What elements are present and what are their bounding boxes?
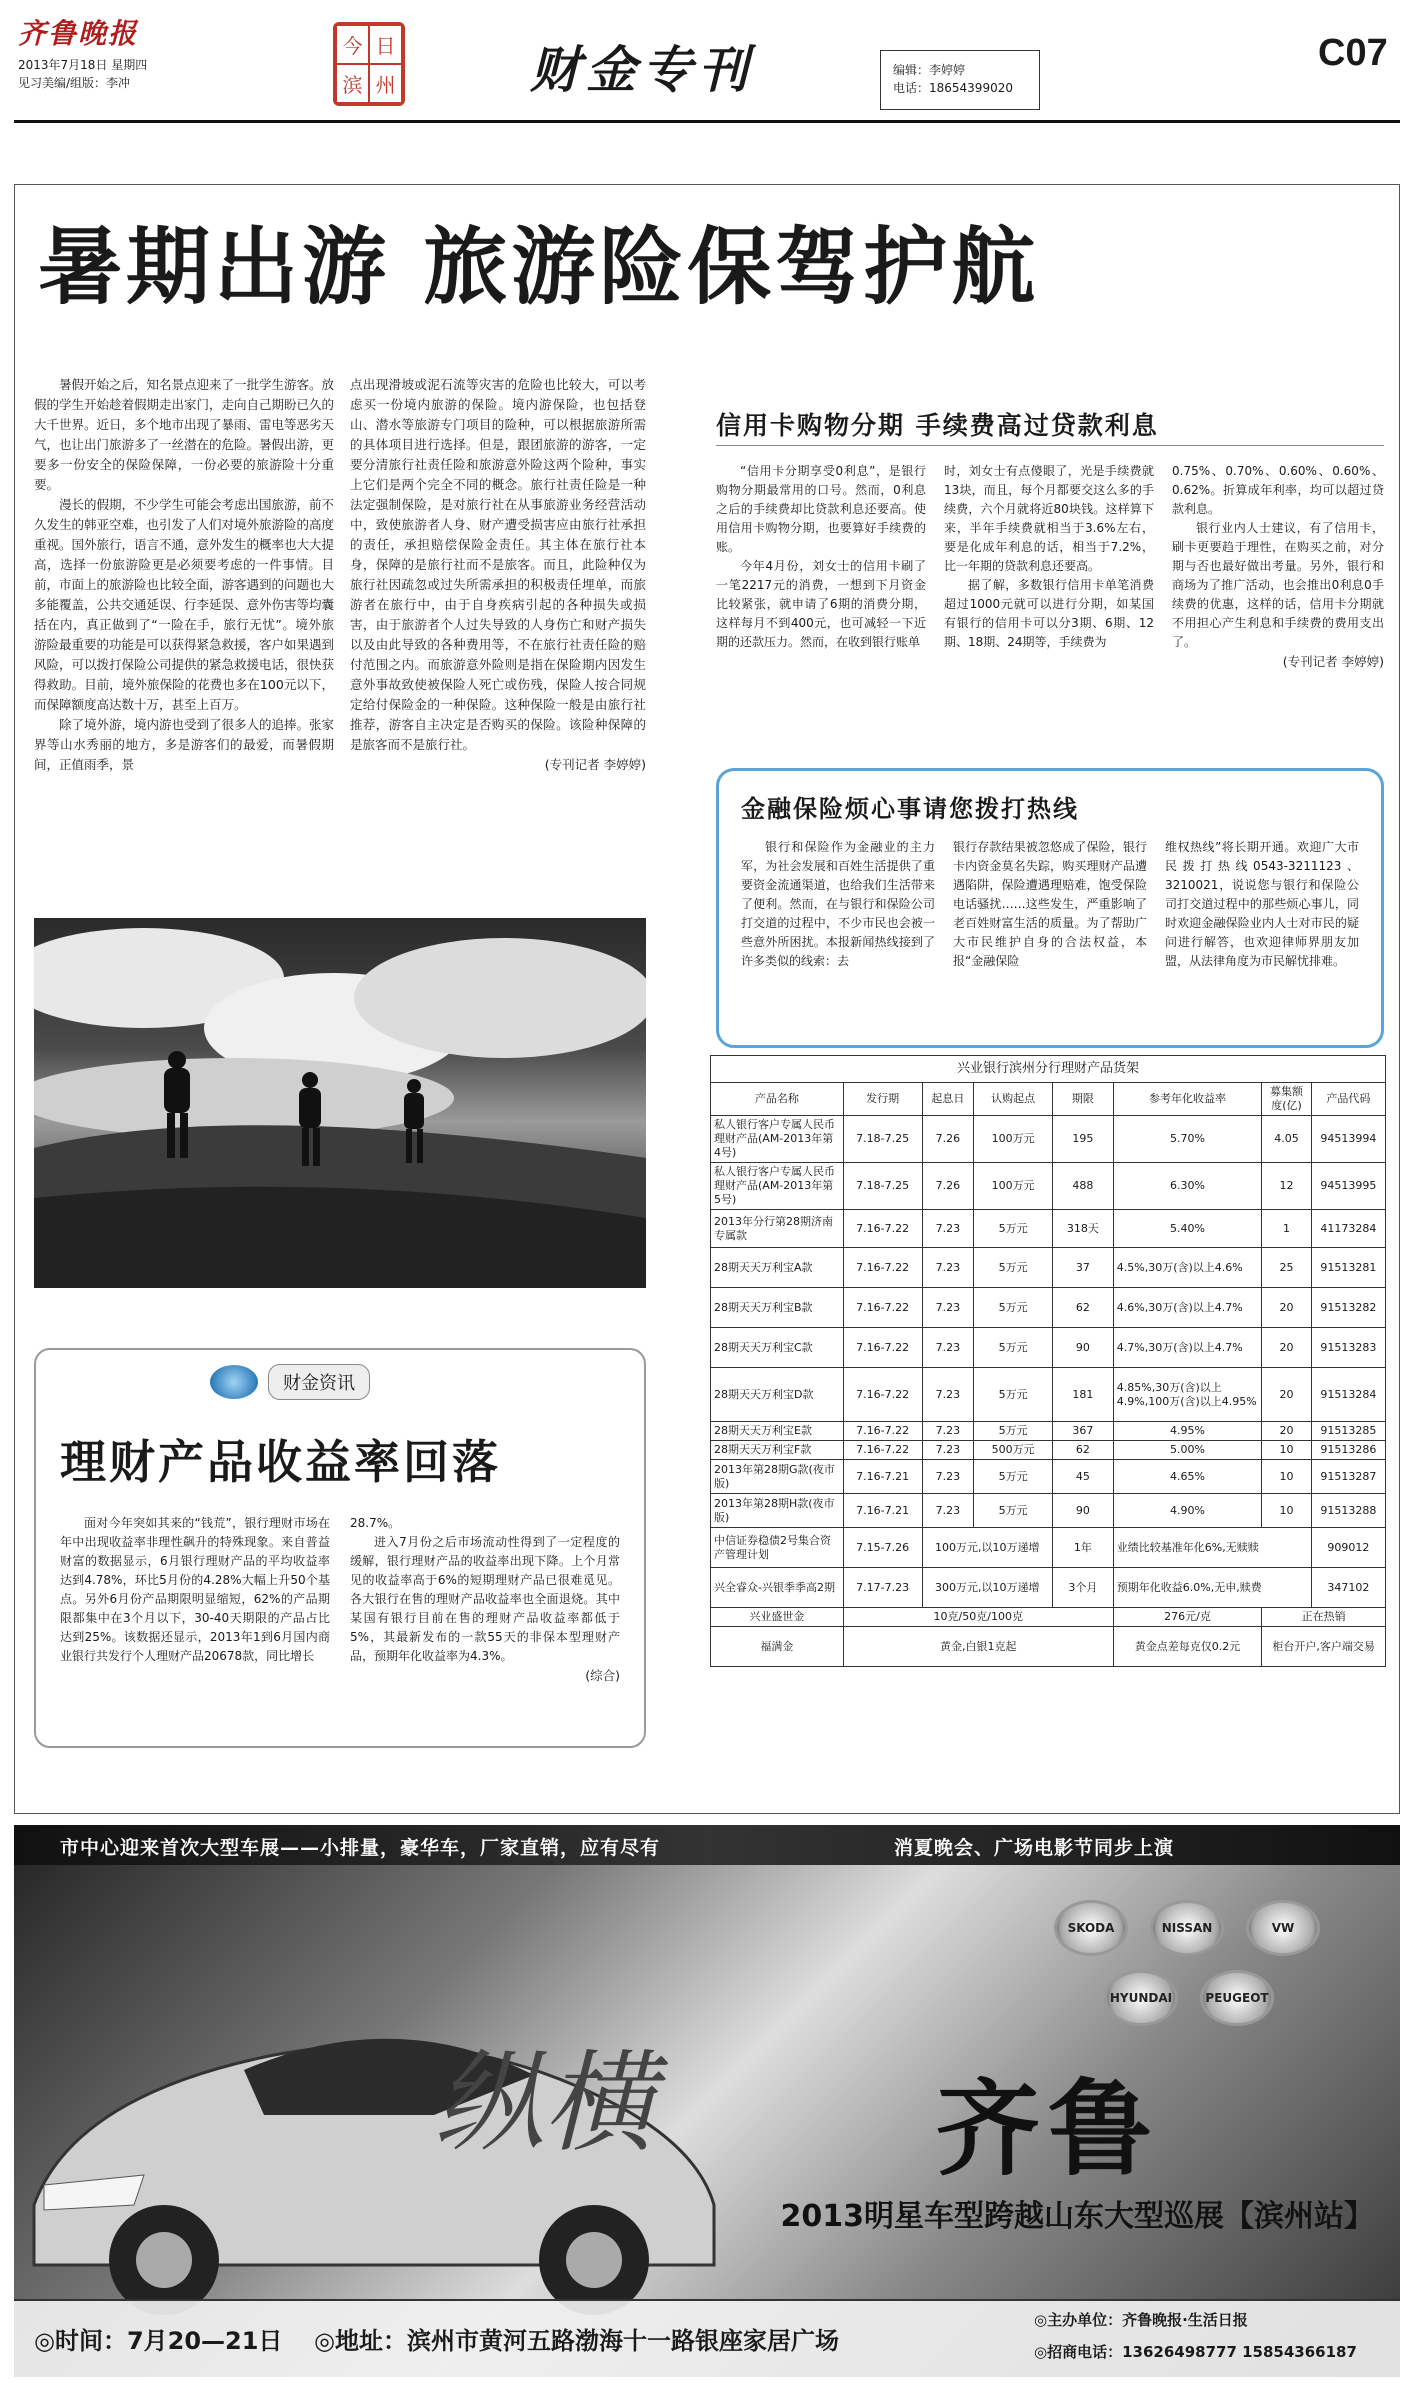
table-row <box>711 1116 1386 1163</box>
cell: 黄金,白银1克起 <box>843 1627 1113 1667</box>
table-row <box>711 1460 1386 1494</box>
globe-icon <box>210 1365 258 1399</box>
cell: 6.30% <box>1113 1163 1262 1210</box>
table-row <box>711 1288 1386 1328</box>
seal-char: 日 <box>369 25 402 64</box>
hotline-column-1 <box>741 838 935 971</box>
cell: 7.23 <box>922 1494 974 1528</box>
cell: 90 <box>1053 1328 1114 1368</box>
cell: 5万元 <box>974 1494 1053 1528</box>
header-cell: 认购起点 <box>974 1083 1053 1116</box>
cell: 5万元 <box>974 1210 1053 1248</box>
hikers-photo <box>34 918 646 1288</box>
cell: 7.16-7.22 <box>843 1210 922 1248</box>
masthead-rule <box>14 120 1400 123</box>
hotline-column-2 <box>953 838 1147 971</box>
seal-char: 今 <box>336 25 369 64</box>
cell: 20 <box>1262 1328 1312 1368</box>
cell: 90 <box>1053 1494 1114 1528</box>
hyundai-logo: HYUNDAI <box>1104 1970 1178 2026</box>
table-row <box>711 1528 1386 1568</box>
finance-news-box <box>34 1348 646 1748</box>
cell: 兴全睿众-兴银季季高2期 <box>711 1568 844 1608</box>
table-caption: 兴业银行滨州分行理财产品货架 <box>711 1056 1386 1083</box>
cell: 62 <box>1053 1441 1114 1460</box>
hotline-title: 金融保险烦心事请您拨打热线 <box>741 795 1079 823</box>
lead-byline: (专刊记者 李婷婷) <box>544 757 646 772</box>
cell: 7.16-7.21 <box>843 1494 922 1528</box>
cell: 91513282 <box>1311 1288 1385 1328</box>
product-table <box>710 1055 1386 1667</box>
card-byline: (专刊记者 李婷婷) <box>1282 654 1384 669</box>
cell: 兴业盛世金 <box>711 1608 844 1627</box>
cell: 7.16-7.22 <box>843 1248 922 1288</box>
card-column-3 <box>1172 462 1384 671</box>
cell: 318天 <box>1053 1210 1114 1248</box>
skoda-logo: SKODA <box>1054 1900 1128 1956</box>
news-title: 理财产品收益率回落 <box>60 1435 501 1489</box>
cell: 预期年化收益6.0%,无申,赎费 <box>1113 1568 1311 1608</box>
news-column-2 <box>350 1514 620 1685</box>
lead-column-2 <box>350 375 646 775</box>
cell: 500万元 <box>974 1441 1053 1460</box>
paragraph: 银行业内人士建议，有了信用卡，刷卡更要趋于理性，在购买之前，对分期与否也最好做出考量。另外，银行和商场为了推广活动，也会推出0利息0手续费的优惠，这样的话，信用卡分期就不用担心产生利息和手续费的费用支出了。 <box>1172 521 1384 649</box>
cell: 276元/克 <box>1113 1608 1262 1627</box>
cell: 28期天天万利宝B款 <box>711 1288 844 1328</box>
cell: 10 <box>1262 1441 1312 1460</box>
cell: 3个月 <box>1053 1568 1114 1608</box>
cell: 正在热销 <box>1262 1608 1386 1627</box>
cell: 7.23 <box>922 1210 974 1248</box>
cell: 5万元 <box>974 1422 1053 1441</box>
page-number: C07 <box>1318 32 1388 74</box>
news-tag-row <box>210 1364 620 1400</box>
table-header-row <box>711 1083 1386 1116</box>
cell: 5.40% <box>1113 1210 1262 1248</box>
ad-top-right: 消夏晚会、广场电影节同步上演 <box>894 1837 1175 1859</box>
cell: 94513994 <box>1311 1116 1385 1163</box>
header-cell: 起息日 <box>922 1083 974 1116</box>
hotline-box <box>716 768 1384 1048</box>
cell: 4.95% <box>1113 1422 1262 1441</box>
cell: 7.23 <box>922 1460 974 1494</box>
cell: 5万元 <box>974 1328 1053 1368</box>
news-byline: (综合) <box>585 1668 620 1683</box>
newspaper-logo: 齐鲁晚报 <box>18 17 139 50</box>
cell: 28期天天万利宝A款 <box>711 1248 844 1288</box>
paragraph: 进入7月份之后市场流动性得到了一定程度的缓解，银行理财产品的收益率出现下降。上个月常见的收益率高于6%的短期理财产品已很难觅见。各大银行在售的理财产品收益率也全面退烧。其中某国有银行目前在售的理财产品收益率都低于5%，其最新发布的一款55天的非保本型理财产品，预期年化收益率为4.3%。 <box>350 1535 620 1663</box>
cell: 20 <box>1262 1368 1312 1422</box>
card-column-2 <box>944 462 1154 652</box>
cell: 5万元 <box>974 1368 1053 1422</box>
cell: 91513286 <box>1311 1441 1385 1460</box>
cell: 7.23 <box>922 1441 974 1460</box>
car-show-advertisement <box>14 1825 1400 2377</box>
paragraph: 银行存款结果被忽悠成了保险，银行卡内资金莫名失踪，购买理财产品遭遇陷阱，保险遭遇理赔难，饱受保险电话骚扰……这些发生，严重影响了老百姓财富生活的质量。为了帮助广大市民维护自身的合法权益，本报“金融保险 <box>953 840 1147 968</box>
editor-name: 编辑：李婷婷 <box>893 63 966 77</box>
seal-char: 滨 <box>336 64 369 103</box>
editor-phone: 电话：18654399020 <box>893 81 1013 95</box>
section-title: 财金专刊 <box>530 40 754 99</box>
ad-info-bar <box>14 2299 1400 2377</box>
cell: 7.26 <box>922 1163 974 1210</box>
cell: 100万元 <box>974 1163 1053 1210</box>
cell: 7.16-7.21 <box>843 1460 922 1494</box>
cell: 91513281 <box>1311 1248 1385 1288</box>
ad-big-text: 齐鲁 <box>935 2067 1160 2190</box>
lead-column-1 <box>34 375 334 775</box>
divider <box>716 445 1384 446</box>
paragraph: 点出现滑坡或泥石流等灾害的危险也比较大，可以考虑买一份境内旅游的保险。境内游保险，也包括登山、潜水等旅游专门项目的险种，可以根据旅游所需的具体项目进行选择。但是，跟团旅游的游客，一定要分清旅行社责任险和旅游意外险这两个险种，事实上它们是两个完全不同的概念。旅行社责任险是一种法定强制保险，是对旅行社在从事旅游业务经营活动中，致使旅游者人身、财产遭受损害应由旅行社承担的责任，承担赔偿保险金责任。其主体在旅行社本身，保障的是旅行社而不是旅客。而且，此险种仅为旅行社因疏忽或过失所需承担的积极责任埋单，而旅游者在旅行中，由于自身疾病引起的各种损失或损害，由于旅游者个人过失导致的人身伤亡和财产损失以及由此导致的各种费用等，不在旅行社责任险的赔付范围之内。而旅游意外险则是指在保险期内因发生意外事故致使被保险人死亡或伤残，保险人按合同规定给付保险金的一种保险。这种保险一般是由旅行社推荐，游客自主决定是否购买的保险。该险种保障的是旅客而不是旅行社。 <box>350 377 646 752</box>
paragraph: 28.7%。 <box>350 1516 401 1530</box>
seal-char: 州 <box>369 64 402 103</box>
cell: 91513288 <box>1311 1494 1385 1528</box>
cell: 367 <box>1053 1422 1114 1441</box>
cell: 7.16-7.22 <box>843 1288 922 1328</box>
brand-logos <box>1054 1900 1320 2026</box>
editor-contact-box <box>880 50 1040 110</box>
paragraph: 今年4月份，刘女士的信用卡刷了一笔2217元的消费，一想到下月资金比较紧张，就申请了6期的消费分期，这样每月不到400元，也可减轻一下近期的还款压力。然而，在收到银行账单 <box>716 559 926 649</box>
cell: 20 <box>1262 1288 1312 1328</box>
cell: 12 <box>1262 1163 1312 1210</box>
table-row <box>711 1608 1386 1627</box>
cell: 300万元,以10万递增 <box>922 1568 1053 1608</box>
cell: 41173284 <box>1311 1210 1385 1248</box>
cell: 业绩比较基准年化6%,无赎赎 <box>1113 1528 1311 1568</box>
paragraph: 据了解，多数银行信用卡单笔消费超过1000元就可以进行分期，如某国有银行的信用卡可以分3期、6期、12期、18期、24期等，手续费为 <box>944 578 1154 649</box>
paragraph: 维权热线”将长期开通。欢迎广大市民拨打热线0543-3211123、3210021，说说您与银行和保险公司打交道过程中的那些烦心事儿，同时欢迎金融保险业内人士对市民的疑问进行解答，也欢迎律师界朋友加盟，从法律角度为市民解忧排难。 <box>1165 840 1359 968</box>
cell: 2013年第28期H款(夜市版) <box>711 1494 844 1528</box>
hikers-illustration <box>34 918 646 1288</box>
cell: 91513284 <box>1311 1368 1385 1422</box>
table-row <box>711 1627 1386 1667</box>
paragraph: 时，刘女士有点傻眼了，光是手续费就13块，而且，每个月都要交这么多的手续费，六个月就将近80块钱。这样算下来，半年手续费就相当于3.6%左右，要是化成年利息的话，相当于7.2%，比一年期的贷款利息还要高。 <box>944 464 1154 573</box>
volkswagen-logo: VW <box>1246 1900 1320 1956</box>
cell: 5万元 <box>974 1460 1053 1494</box>
cell: 私人银行客户专属人民币理财产品(AM-2013年第5号) <box>711 1163 844 1210</box>
cell: 4.7%,30万(含)以上4.7% <box>1113 1328 1262 1368</box>
paragraph: 面对今年突如其来的“钱荒”，银行理财市场在年中出现收益率非理性飙升的特殊现象。来自普益财富的数据显示，6月银行理财产品的平均收益率达到4.78%，环比5月份的4.28%大幅上升50个基点。另外6月份产品期限明显缩短，62%的产品期限都集中在3个月以下，30-40天期限的产品占比达到25%。该数据还显示，2013年1到6月国内商业银行共发行个人理财产品20678款，同比增长 <box>60 1516 330 1663</box>
cell: 5.00% <box>1113 1441 1262 1460</box>
cell: 7.16-7.22 <box>843 1441 922 1460</box>
cell: 私人银行客户专属人民币理财产品(AM-2013年第4号) <box>711 1116 844 1163</box>
cell: 91513287 <box>1311 1460 1385 1494</box>
nissan-logo: NISSAN <box>1150 1900 1224 1956</box>
cell: 28期天天万利宝D款 <box>711 1368 844 1422</box>
cell: 7.23 <box>922 1328 974 1368</box>
cell: 2013年第28期G款(夜市版) <box>711 1460 844 1494</box>
peugeot-logo: PEUGEOT <box>1200 1970 1274 2026</box>
today-binzhou-seal <box>333 22 405 106</box>
cell: 7.18-7.25 <box>843 1163 922 1210</box>
cell: 62 <box>1053 1288 1114 1328</box>
cell: 7.17-7.23 <box>843 1568 922 1608</box>
cell: 7.15-7.26 <box>843 1528 922 1568</box>
hotline-column-3 <box>1165 838 1359 971</box>
table-row <box>711 1441 1386 1460</box>
table-row <box>711 1328 1386 1368</box>
cell: 909012 <box>1311 1528 1385 1568</box>
cell: 28期天天万利宝E款 <box>711 1422 844 1441</box>
cell: 4.6%,30万(含)以上4.7% <box>1113 1288 1262 1328</box>
cell: 181 <box>1053 1368 1114 1422</box>
cell: 7.23 <box>922 1368 974 1422</box>
header-cell: 产品名称 <box>711 1083 844 1116</box>
cell: 37 <box>1053 1248 1114 1288</box>
table-row <box>711 1210 1386 1248</box>
cell: 7.18-7.25 <box>843 1116 922 1163</box>
ad-subtitle: 2013明星车型跨越山东大型巡展【滨州站】 <box>780 2199 1374 2234</box>
cell: 福满金 <box>711 1627 844 1667</box>
cell: 45 <box>1053 1460 1114 1494</box>
cell: 中信证券稳债2号集合资产管理计划 <box>711 1528 844 1568</box>
table-row <box>711 1422 1386 1441</box>
ad-address: ◎地址：滨州市黄河五路渤海十一路银座家居广场 <box>314 2327 839 2355</box>
cell: 柜台开户,客户端交易 <box>1262 1627 1386 1667</box>
table-row <box>711 1494 1386 1528</box>
ad-script-text: 纵横 <box>434 2039 654 2167</box>
cell: 5.70% <box>1113 1116 1262 1163</box>
paragraph: “信用卡分期享受0利息”，是银行购物分期最常用的口号。然而，0利息之后的手续费却比贷款利息还要高。使用信用卡购物分期，也要算好手续费的账。 <box>716 464 926 554</box>
cell: 100万元 <box>974 1116 1053 1163</box>
ad-time: ◎时间：7月20—21日 <box>34 2327 283 2355</box>
cell: 4.85%,30万(含)以上4.9%,100万(含)以上4.95% <box>1113 1368 1262 1422</box>
header-cell: 期限 <box>1053 1083 1114 1116</box>
cell: 91513285 <box>1311 1422 1385 1441</box>
ad-hotline: ◎招商电话：13626498777 15854366187 <box>1034 2343 1357 2361</box>
cell: 28期天天万利宝C款 <box>711 1328 844 1368</box>
cell: 1 <box>1262 1210 1312 1248</box>
paragraph: 除了境外游，境内游也受到了很多人的追捧。张家界等山水秀丽的地方，多是游客们的最爱，而暑假期间，正值雨季，景 <box>34 717 335 772</box>
cell: 195 <box>1053 1116 1114 1163</box>
news-tag: 财金资讯 <box>268 1364 370 1400</box>
cell: 10 <box>1262 1460 1312 1494</box>
cell: 28期天天万利宝F款 <box>711 1441 844 1460</box>
paragraph: 银行和保险作为金融业的主力军，为社会发展和百姓生活提供了重要资金流通渠道，也给我们生活带来了便利。然而，在与银行和保险公司打交道的过程中，不少市民也会被一些意外所困扰。本报新闻热线接到了许多类似的线索：去 <box>741 840 935 968</box>
table-row <box>711 1568 1386 1608</box>
cell: 7.23 <box>922 1288 974 1328</box>
issue-date: 2013年7月18日 星期四 <box>18 58 148 72</box>
header-cell: 发行期 <box>843 1083 922 1116</box>
cell: 4.90% <box>1113 1494 1262 1528</box>
ad-top-line: 市中心迎来首次大型车展——小排量，豪华车，厂家直销，应有尽有 <box>60 1837 661 1859</box>
cell: 488 <box>1053 1163 1114 1210</box>
cell: 5万元 <box>974 1248 1053 1288</box>
cell: 7.16-7.22 <box>843 1422 922 1441</box>
cell: 7.26 <box>922 1116 974 1163</box>
cell: 91513283 <box>1311 1328 1385 1368</box>
editor-credit: 见习美编/组版：李冲 <box>18 76 131 90</box>
cell: 10 <box>1262 1494 1312 1528</box>
cell: 5万元 <box>974 1288 1053 1328</box>
cell: 25 <box>1262 1248 1312 1288</box>
cell: 7.16-7.22 <box>843 1328 922 1368</box>
news-column-1 <box>60 1514 330 1685</box>
lead-headline: 暑期出游 旅游险保驾护航 <box>38 218 1040 316</box>
cell: 2013年分行第28期济南专属款 <box>711 1210 844 1248</box>
table-row <box>711 1163 1386 1210</box>
cell: 7.23 <box>922 1422 974 1441</box>
cell: 94513995 <box>1311 1163 1385 1210</box>
table-row <box>711 1248 1386 1288</box>
cell: 20 <box>1262 1422 1312 1441</box>
paragraph: 漫长的假期，不少学生可能会考虑出国旅游，前不久发生的韩亚空难，也引发了人们对境外旅游险的高度重视。国外旅行，语言不通，意外发生的概率也大大提高，选择一份旅游险更是必须要考虑的一件事情。目前，市面上的旅游险也比较全面，游客遇到的问题也大多能覆盖，公共交通延误、行李延误、意外伤害等均囊括在内，真正做到了“一险在手，旅行无忧”。境外旅游险最重要的功能是可以获得紧急救援，客户如果遇到风险，可以拨打保险公司提供的紧急救援电话，很快获得救助。目前，境外旅保险的花费也多在100元以下，而保障额度高达数十万，甚至上百万。 <box>34 497 335 712</box>
header-cell: 募集额度(亿) <box>1262 1083 1312 1116</box>
header-cell: 产品代码 <box>1311 1083 1385 1116</box>
table-row <box>711 1368 1386 1422</box>
cell: 7.16-7.22 <box>843 1368 922 1422</box>
cell: 347102 <box>1311 1568 1385 1608</box>
cell: 10克/50克/100克 <box>843 1608 1113 1627</box>
masthead-date-block <box>18 56 147 92</box>
ad-organizer: ◎主办单位：齐鲁晚报·生活日报 <box>1034 2311 1248 2329</box>
product-table-container <box>710 1055 1386 1667</box>
cell: 4.05 <box>1262 1116 1312 1163</box>
cell: 黄金点差每克仅0.2元 <box>1113 1627 1262 1667</box>
cell: 1年 <box>1053 1528 1114 1568</box>
cell: 4.5%,30万(含)以上4.6% <box>1113 1248 1262 1288</box>
header-cell: 参考年化收益率 <box>1113 1083 1262 1116</box>
paragraph: 0.75%、0.70%、0.60%、0.60%、0.62%。折算成年利率，均可以超过贷款利息。 <box>1172 464 1384 516</box>
paragraph: 暑假开始之后，知名景点迎来了一批学生游客。放假的学生开始趁着假期走出家门，走向自己期盼已久的大千世界。近日，多个地市出现了暴雨、雷电等恶劣天气，也让出门旅游多了一丝潜在的危险。暑假出游，更要多一份安全的保险保障，一份必要的旅游险十分重要。 <box>34 377 335 492</box>
cell: 4.65% <box>1113 1460 1262 1494</box>
cell: 7.23 <box>922 1248 974 1288</box>
card-article-title: 信用卡购物分期 手续费高过贷款利息 <box>716 411 1159 440</box>
card-column-1 <box>716 462 926 652</box>
cell: 100万元,以10万递增 <box>922 1528 1053 1568</box>
